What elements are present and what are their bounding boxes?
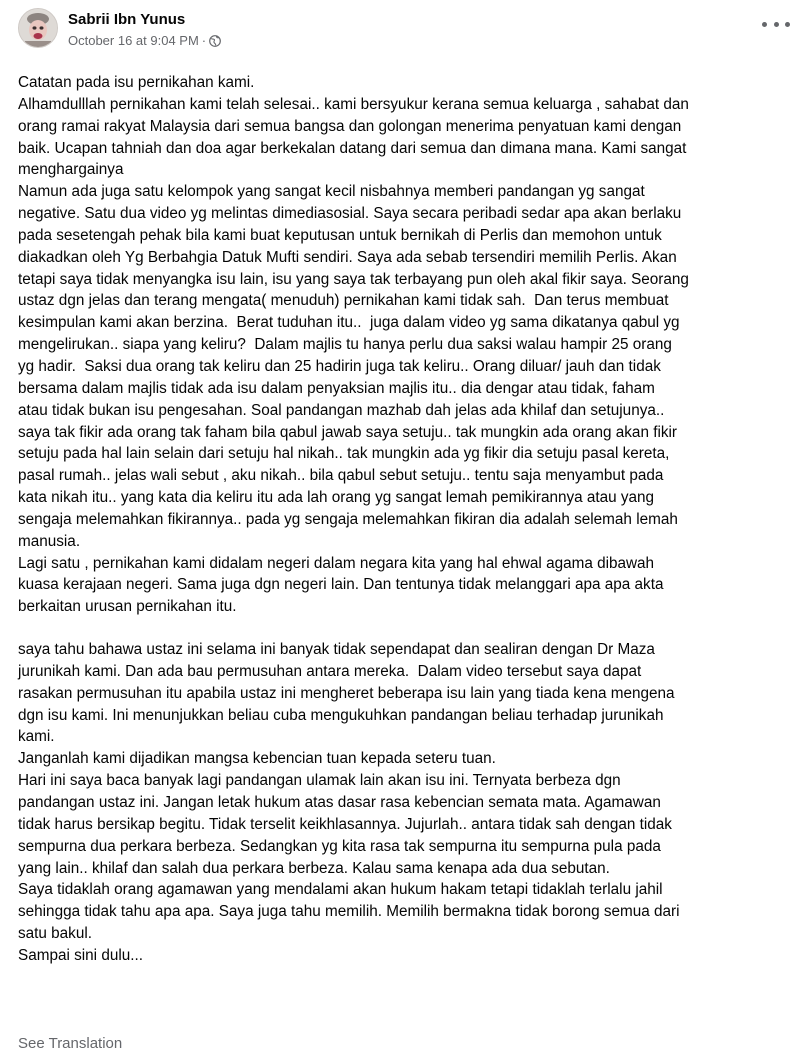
more-options-dot bbox=[774, 22, 779, 27]
author-name[interactable]: Sabrii Ibn Yunus bbox=[68, 11, 186, 28]
post-meta bbox=[68, 11, 221, 49]
separator-dot: · bbox=[201, 33, 207, 48]
see-translation-link[interactable]: See Translation bbox=[18, 1035, 123, 1052]
post-paragraph: Sampai sini dulu... bbox=[18, 946, 143, 964]
avatar-image bbox=[19, 9, 57, 47]
post-paragraph: Lagi satu , pernikahan kami didalam negeri dalam negara kita yang hal ehwal agama dibawah kuasa kerajaan negeri. Sama juga dgn negeri lain. Dan tentunya tidak melanggari apa apa akta berkaitan urusan pernikahan itu. bbox=[18, 554, 664, 616]
post-subline bbox=[68, 33, 221, 49]
globe-icon[interactable] bbox=[209, 35, 221, 47]
more-options-icon[interactable] bbox=[762, 14, 790, 34]
paragraph-gap bbox=[18, 618, 798, 639]
post-paragraph: Alhamdulllah pernikahan kami telah selesai.. kami bersyukur kerana semua keluarga , sahabat dan orang ramai rakyat Malaysia dari semua bangsa dan golongan menerima penyatuan kami dengan baik. Ucapan tahniah dan doa agar berkekalan datang dari semua dan dimana mana. Kami sangat menghargainya bbox=[18, 95, 689, 179]
more-options-dot bbox=[785, 22, 790, 27]
post-paragraph: Catatan pada isu pernikahan kami. bbox=[18, 74, 255, 91]
avatar[interactable] bbox=[18, 8, 58, 48]
post-header bbox=[18, 8, 221, 49]
post-body bbox=[18, 72, 798, 967]
more-options-dot bbox=[762, 22, 767, 27]
post-timestamp[interactable]: October 16 at 9:04 PM bbox=[68, 33, 199, 48]
post-paragraph: Hari ini saya baca banyak lagi pandangan ulamak lain akan isu ini. Ternyata berbeza dgn pandangan ustaz ini. Jangan letak hukum atas dasar rasa kebencian semata mata. Agamawan tidak harus bersikap begitu. Tidak terselit keikhlasannya. Jujurlah.. antara tidak sah dengan tidak sempurna dua perkara berbeza. Sedangkan yg kita rasa tak sempurna itu sempurna pula pada yang lain.. khilaf dan salah dua perkara berbeza. Kalau sama kenapa ada dua sebutan. bbox=[18, 772, 672, 877]
post-paragraph: Namun ada juga satu kelompok yang sangat kecil nisbahnya memberi pandangan yg sangat negative. Satu dua video yg melintas dimediasosial. Saya secara peribadi sedar apa akan berlaku pada sesetengah pehak bila kami buat keputusan untuk bernikah di Perlis dan memohon untuk diakadkan oleh Yg Berbahgia Datuk Mufti sendiri. Saya ada sebab tersendiri memilih Perlis. Akan tetapi saya tidak menyangka isu lain, isu yang saya tak terbayang pun oleh akal fikir saya. Seorang ustaz dgn jelas dan terang mengata( menuduh) pernikahan kami tidak sah. Dan terus membuat kesimpulan kami akan berzina. Berat tuduhan itu.. juga dalam video yg sama dikatanya qabul yg mengelirukan.. siapa yang keliru? Dalam majlis tu hanya perlu dua saksi walau hampir 25 orang yg hadir. Saksi dua orang tak keliru dan 25 hadirin juga tak keliru.. Orang diluar/ jauh dan tidak bersama dalam majlis tidak ada isu dalam penyaksian majlis itu.. dia dengar atau tidak, faham atau tidak bukan isu pengesahan. Soal pandangan mazhab dah jelas ada khilaf dan setujunya.. saya tak fikir ada orang tak faham bila qabul jawab saya setuju.. tak mungkin ada orang akan fikir setuju pada hal lain selain dari setuju hal nikah.. tak mungkin ada yg fikir dia setuju pasal kereta, pasal rumah.. jelas wali sebut , aku nikah.. bila qabul sebut setuju.. tentu saja menyambut pada kata nikah itu.. yang kata dia keliru itu ada lah orang yg sangat lemah pemikirannya atau yang sengaja melemahkan fikirannya.. pada yg sengaja melemahkan fikiran dia adalah selemah lemah manusia. bbox=[18, 183, 689, 550]
post-paragraph: Saya tidaklah orang agamawan yang mendalami akan hukum hakam tetapi tidaklah terlalu jahil sehingga tidak tahu apa apa. Saya juga tahu memilih. Memilih bermakna tidak borong semua dari satu bakul. bbox=[18, 881, 680, 943]
post-paragraph: Janganlah kami dijadikan mangsa kebencian tuan kepada seteru tuan. bbox=[18, 750, 496, 768]
post-paragraph: saya tahu bahawa ustaz ini selama ini banyak tidak sependapat dan sealiran dengan Dr Maza jurunikah kami. Dan ada bau permusuhan antara mereka. Dalam video tersebut saya dapat rasakan permusuhan itu apabila ustaz ini mengheret beberapa isu lain yang tiada kena mengena dgn isu kami. Ini menunjukkan beliau cuba mengukuhkan pandangan beliau terhadap jurunikah kami. bbox=[18, 641, 675, 746]
